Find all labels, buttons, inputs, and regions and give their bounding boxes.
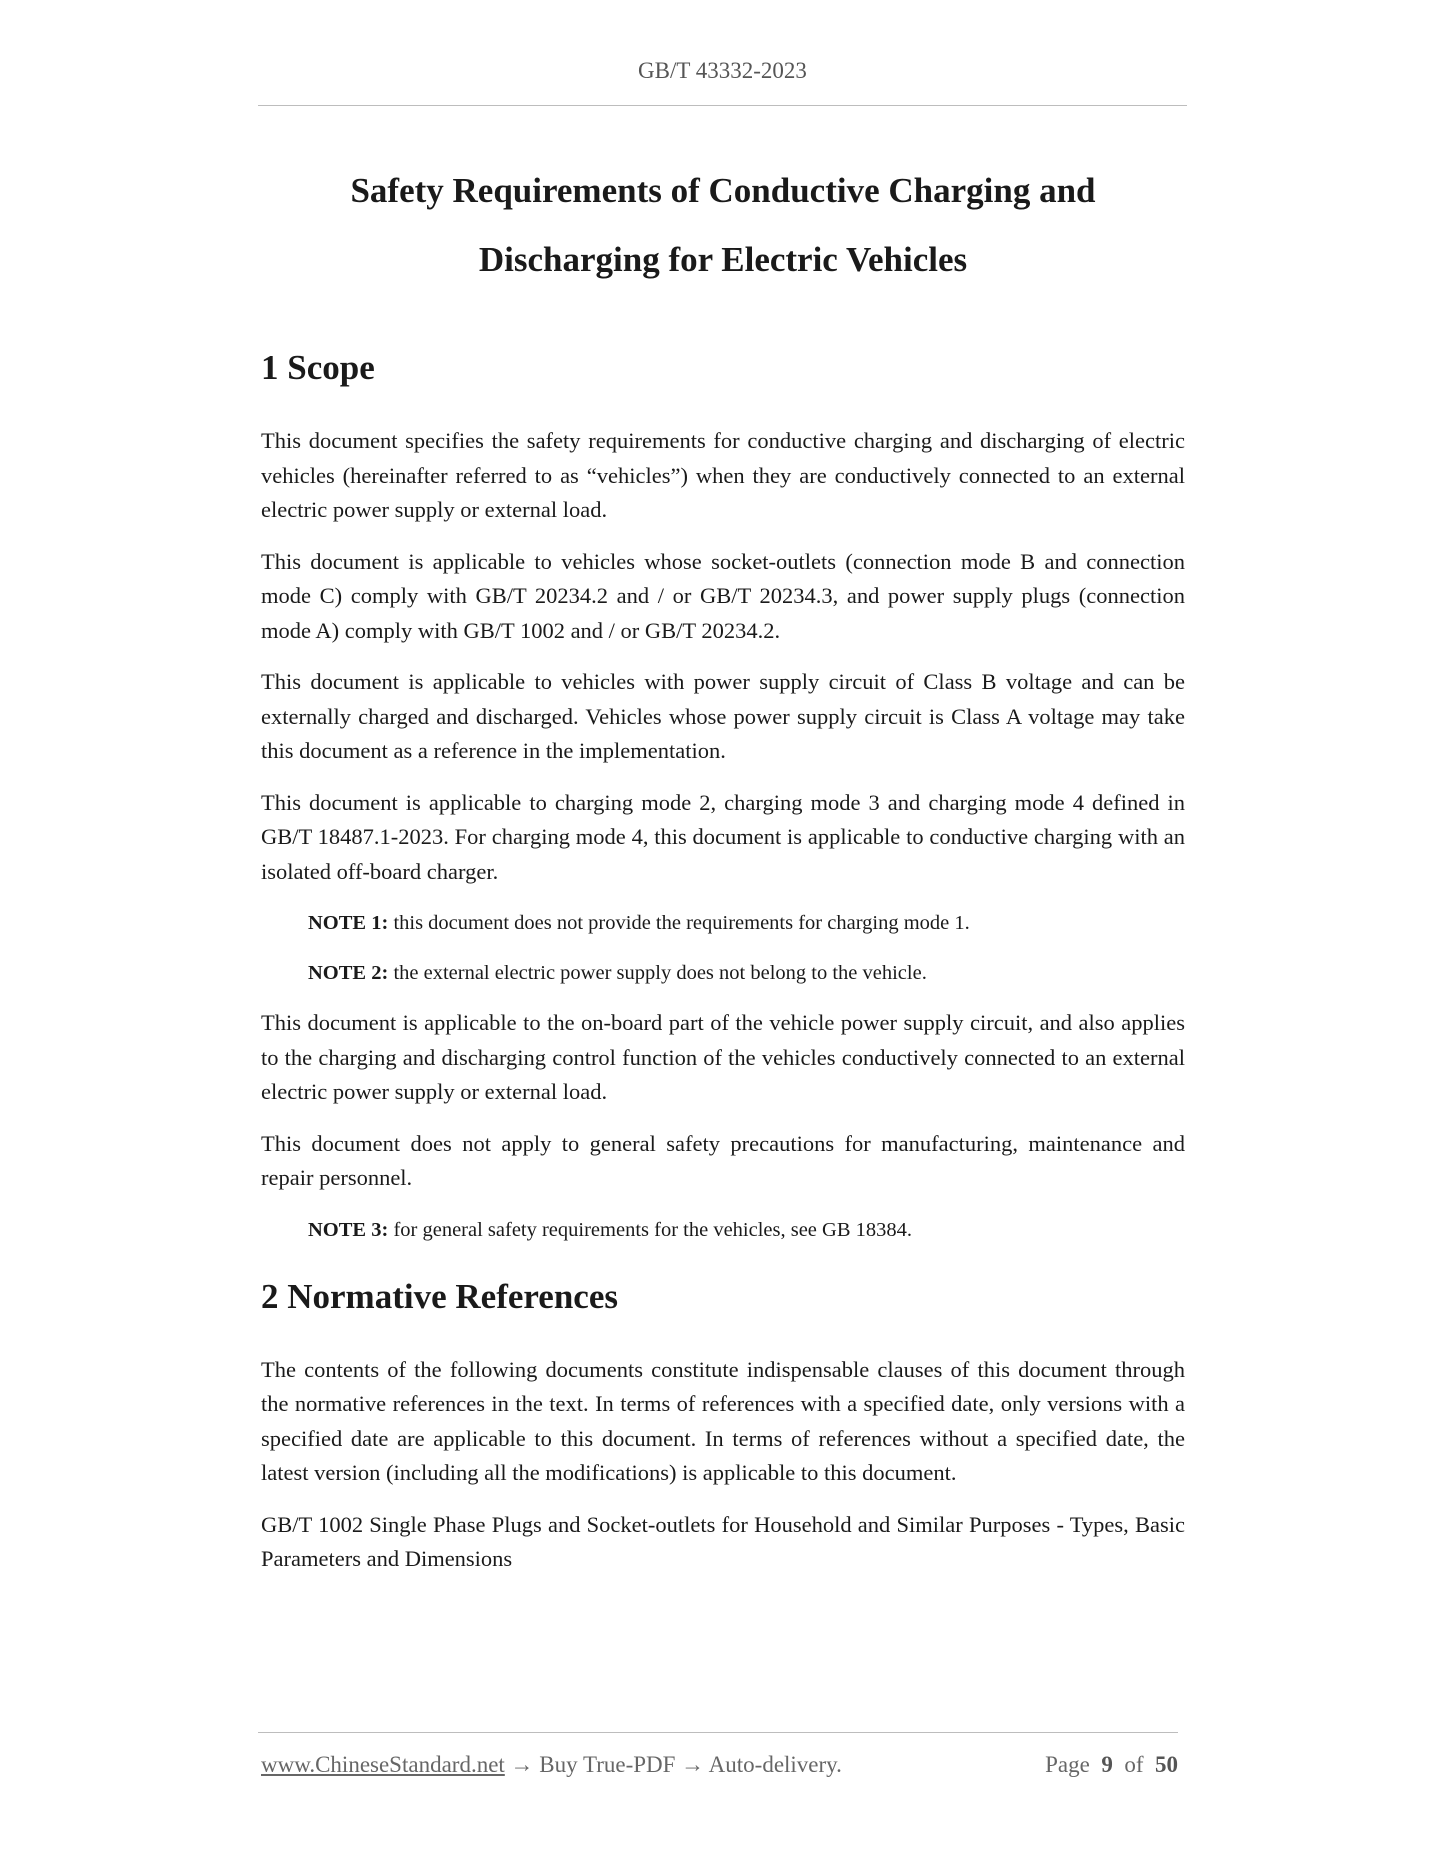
scope-paragraph-4: This document is applicable to charging mode 2, charging mode 3 and charging mode 4 defined in GB/T 18487.1-2023. For charging mode 4, this document is applicable to conductive charging with an isolated off-board charger. (261, 789, 1185, 884)
page-indicator (1045, 1752, 1178, 1778)
note-3-text: for general safety requirements for the vehicles, see GB 18384. (388, 1218, 913, 1241)
of-label: of (1124, 1752, 1144, 1777)
header-divider (258, 105, 1187, 106)
scope-paragraph-3: This document is applicable to vehicles with power supply circuit of Class B voltage and can be externally charged and discharged. Vehicles whose power supply circuit is Class A voltage may take this document as a reference in the implementation. (261, 669, 1185, 763)
section-1-heading: 1 Scope (261, 348, 375, 387)
footer-promo (261, 1752, 842, 1778)
page-content (261, 156, 1185, 1577)
note-3 (261, 1215, 1185, 1245)
document-title-line-2: Discharging for Electric Vehicles (478, 240, 968, 279)
note-1-text: this document does not provide the requirements for charging mode 1. (388, 912, 970, 934)
scope-paragraph-1: This document specifies the safety requirements for conductive charging and discharging of electric vehicles (hereinafter referred to as “vehicles”) when they are conductively connected to an external electric power supply or external load. (261, 428, 1185, 522)
page-footer (261, 1752, 1178, 1778)
note-1 (261, 908, 1185, 938)
footer-divider (258, 1732, 1178, 1733)
note-2-text: the external electric power supply does not belong to the vehicle. (388, 962, 927, 984)
note-3-label: NOTE 3: (308, 1218, 389, 1241)
page-label: Page (1045, 1752, 1090, 1777)
scope-paragraph-5: This document is applicable to the on-board part of the vehicle power supply circuit, and also applies to the charging and discharging control function of the vehicles conductively connected to an external electric power supply or external load. (261, 1010, 1185, 1104)
page-total: 50 (1155, 1752, 1178, 1777)
scope-paragraph-6: This document does not apply to general safety precautions for manufacturing, maintenance and repair personnel. (261, 1130, 1185, 1190)
normative-references-paragraph: The contents of the following documents constitute indispensable clauses of this document through the normative references in the text. In terms of references with a specified date, only versions with a specified date are applicable to this document. In terms of references without a specified date, the latest version (including all the modifications) is applicable to this document. (261, 1356, 1185, 1485)
section-2-heading: 2 Normative References (261, 1276, 618, 1316)
footer-tagline: → Buy True-PDF → Auto-delivery. (504, 1752, 842, 1777)
site-link[interactable]: www.ChineseStandard.net (261, 1752, 505, 1777)
note-1-label: NOTE 1: (308, 912, 389, 934)
reference-gbt-1002: GB/T 1002 Single Phase Plugs and Socket-outlets for Household and Similar Purposes - Types, Basic Parameters and Dimensions (261, 1511, 1185, 1571)
document-title-line-1: Safety Requirements of Conductive Charging and (350, 171, 1096, 210)
note-2-label: NOTE 2: (308, 962, 389, 984)
document-code-header: GB/T 43332-2023 (638, 58, 807, 83)
note-2 (261, 958, 1185, 988)
scope-paragraph-2: This document is applicable to vehicles whose socket-outlets (connection mode B and connection mode C) comply with GB/T 20234.2 and / or GB/T 20234.3, and power supply plugs (connection mode A) comply with GB/T 1002 and / or GB/T 20234.2. (261, 548, 1185, 643)
page-number: 9 (1101, 1752, 1113, 1777)
